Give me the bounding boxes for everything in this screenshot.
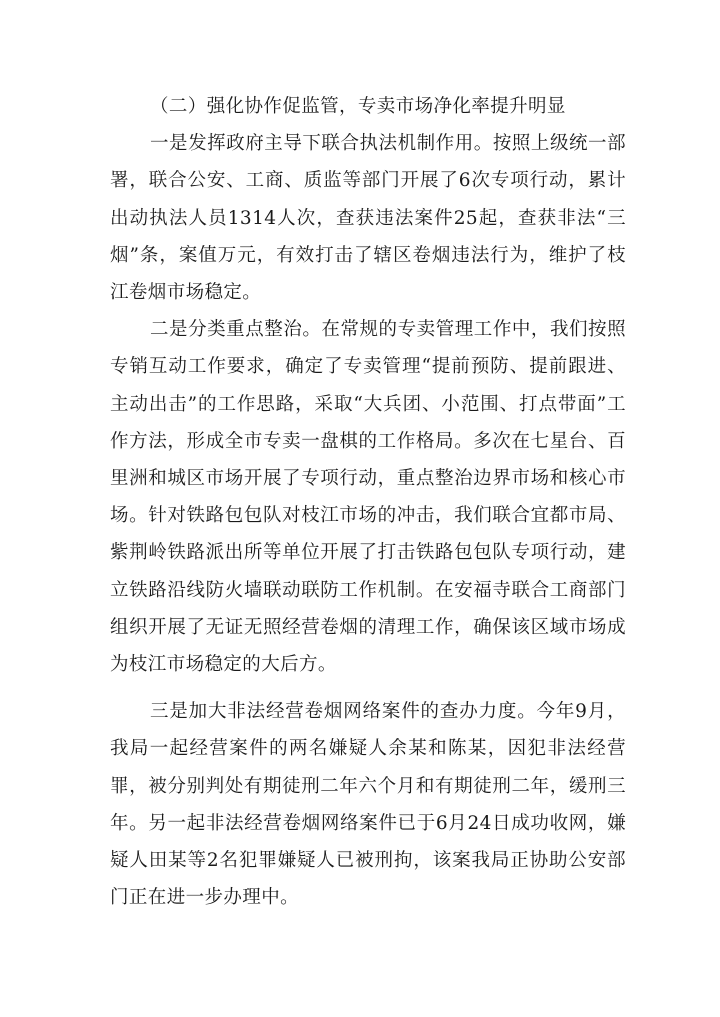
section-heading: （二）强化协作促监管，专卖市场净化率提升明显 bbox=[150, 96, 566, 117]
paragraph-network-cases: 三是加大非法经营卷烟网络案件的查办力度。今年9月，我局一起经营案件的两名嫌疑人余某和陈某，因犯非法经营罪，被分别判处有期徒刑二年六个月和有期徒刑二年，缓刑三年。另一起非法经营卷烟网络案件已于6月24日成功收网，嫌疑人田某等2名犯罪嫌疑人已被刑拘，该案我局正协助公安部门正在进一步办理中。 bbox=[110, 701, 626, 909]
paragraph-joint-enforcement: 一是发挥政府主导下联合执法机制作用。按照上级统一部署，联合公安、工商、质监等部门开展了6次专项行动，累计出动执法人员1314人次，查获违法案件25起，查获非法“三烟”条，案值万元，有效打击了辖区卷烟违法行为，维护了枝江卷烟市场稳定。 bbox=[110, 133, 626, 304]
paragraph-targeted-rectification: 二是分类重点整治。在常规的专卖管理工作中，我们按照专销互动工作要求，确定了专卖管理“提前预防、提前跟进、主动出击”的工作思路，采取“大兵团、小范围、打点带面”工作方法，形成全市专卖一盘棋的工作格局。多次在七星台、百里洲和城区市场开展了专项行动，重点整治边界市场和核心市场。针对铁路包包队对枝江市场的冲击，我们联合宜都市局、紫荆岭铁路派出所等单位开展了打击铁路包包队专项行动，建立铁路沿线防火墙联动联防工作机制。在安福寺联合工商部门组织开展了无证无照经营卷烟的清理工作，确保该区域市场成为枝江市场稳定的大后方。 bbox=[110, 319, 626, 676]
document-page bbox=[110, 88, 626, 916]
